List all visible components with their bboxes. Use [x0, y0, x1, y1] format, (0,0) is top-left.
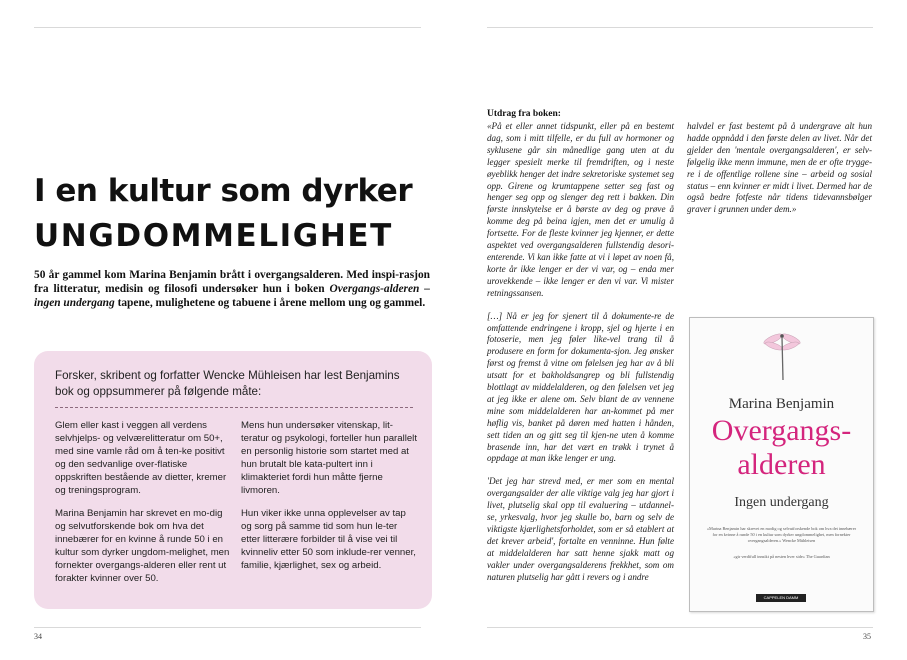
- cover-author: Marina Benjamin: [728, 396, 835, 412]
- excerpt-column-left: [487, 121, 674, 595]
- publisher-logo: CAPPELEN DAMM: [756, 594, 806, 602]
- excerpt-paragraph: halvdel er fast bestemt på å undergrave alt hun hadde oppnådd i den første delen av livet. Når det gjelder den 'mentale overgangsalderen', er selv-følgelig ikke menn immune, men de er ofte trygge-re i de offentlige rollene sine – arbeid og sosial status – enn kvinner er midt i livet. Dermed har de også bedre fotfeste når tidens tidevannsbølger graver i grunnen under dem.»: [687, 121, 872, 215]
- summary-divider: [55, 407, 413, 408]
- summary-paragraph: Hun viker ikke unna opplevelser av tap og sorg på samme tid som hun le-ter etter litterære forbilder til å vise vei til kvinneliv etter 50 som inklude-rer venner, familie, kjærlighet, sex og arbeid.: [241, 508, 416, 571]
- summary-column-2: [241, 419, 419, 582]
- cover-subtitle: Ingen undergang: [734, 495, 829, 510]
- right-footer-rule: [487, 627, 873, 628]
- summary-paragraph: Glem eller kast i veggen all verdens selvhjelps- og velværelitteratur om 50+, med sine vamle råd om å ten-ke positivt og den sedvanlige over-flatiske oppskriften bestående av dietter, kremer og treningsprogram.: [55, 420, 227, 496]
- summary-intro: Forsker, skribent og forfatter Wencke Mühleisen har lest Benjamins bok og oppsummerer på følgende måte:: [55, 369, 400, 398]
- page-number-left: 34: [34, 632, 42, 641]
- page-number-right: 35: [863, 632, 871, 641]
- left-header-rule: [34, 27, 421, 28]
- dragonfly-icon: [762, 324, 802, 384]
- cover-title-line-1: Overgangs-: [711, 414, 852, 447]
- summary-box: [34, 351, 432, 609]
- lead-text-end: tapene, mulighetene og tabuene i årene mellom ung og gammel.: [114, 297, 426, 310]
- lead-paragraph: [34, 268, 430, 311]
- headline-line-2: UNGDOMMELIGHET: [34, 218, 393, 254]
- left-footer-rule: [34, 627, 421, 628]
- lead-book-title: Overgangs-alderen – ingen undergang: [34, 283, 430, 310]
- summary-paragraph: Marina Benjamin har skrevet en mo-dig og selvutforskende bok om hva det innebærer for en kvinne å runde 50 i en kultur som dyrker ungdom-melighet, men fornekter overgangs-alderen eller rent ut forakter kvinner over 50.: [55, 508, 230, 584]
- cover-title-line-2: alderen: [737, 448, 826, 481]
- right-header-rule: [487, 27, 873, 28]
- cover-quote: «gir verdifull innsikt på nesten hver side» The Guardian: [733, 554, 830, 559]
- excerpt-heading: Utdrag fra boken:: [487, 109, 561, 119]
- excerpt-column-right: [687, 121, 872, 227]
- book-cover: [689, 317, 874, 612]
- summary-paragraph: Mens hun undersøker vitenskap, lit-teratur og psykologi, forteller hun parallelt en personlig historie som startet med at hun brutalt ble kata-pultert inn i klimakteriet fordi hun måtte fjerne livmoren.: [241, 420, 417, 496]
- cover-quote: «Marina Benjamin har skrevet en modig og selvutforskende bok om hva det innebærer for en kvinne å runde 50 i en kultur som dyrker ungdommelighet, men fornekter overgangsalderen.» Wencke Mühleisen: [706, 526, 857, 543]
- summary-column-1: [55, 419, 233, 595]
- excerpt-paragraph: […] Nå er jeg for sjenert til å dokumente-re de omfattende endringene i kropp, sjel og hjerte i en fotoserie, men jeg føler like-vel trang til å produsere en form for dokumenta-sjon. Jeg ønsker først og fremst å vitne om følelsen jeg har av å bli utsatt for et bakholdsangrep og bli fullstendig blottlagt av middelalderen, og den følelsen vet jeg at jeg ikke er alene om. Selv blant de av vennene mine som middelalderen har an-kommet på mer høflig vis, banket på døren med hatten i hånden, sett tiden an og gitt seg til kjen-ne uten å komme brasende inn, har det vært en trøkk i trynet å oppdage at man ikke lenger er ung.: [487, 310, 674, 464]
- headline-line-1: I en kultur som dyrker: [34, 173, 413, 209]
- excerpt-paragraph: «På et eller annet tidspunkt, eller på en bestemt dag, som i mitt tilfelle, er du full av hormoner og syklusene går sin månedlige gang uten at du legger spesielt merke til fremdriften, og i neste øyeblikk henger det indre sekretoriske systemet seg opp. Girene og krumtappene setter seg fast og henger seg opp og slenger deg rett i bakken. Din første innskytelse er å børste av deg og prøve å komme deg på beina igjen, men det er umulig å fortsette. For de fleste kvinner jeg kjenner, er dette aspektet ved overgangsalderen fullstendig desori-enterende. Vi kan ikke fatte at vi i løpet av noen få, korte år ikke lenger er der vi var, og – enda mer urovekkende – ikke lenger er den vi var. Vi mister retningssansen.: [487, 121, 674, 298]
- excerpt-paragraph: 'Det jeg har strevd med, er mer som en mental overgangsalder der alle viktige valg jeg har gjort i livet, plutselig skal opp til evaluering – utdannel-se, yrkesvalg, hvor jeg skulle bo, barn og selv de viktigste kjærlighetsforholdet, som er så etablert at det krever arbeid', fortalte en venninne. Hun følte at middelalderen har satt henne sjakk matt og vakler under overgangsalderens frekkhet, som om naturen plutselig har gått i revers og i andre: [487, 476, 674, 582]
- lead-text-start: 50 år gammel kom Marina Benjamin brått i overgangsalderen. Med inspi-rasjon fra litteratur, medisin og filosofi undersøker hun i boken: [34, 269, 430, 296]
